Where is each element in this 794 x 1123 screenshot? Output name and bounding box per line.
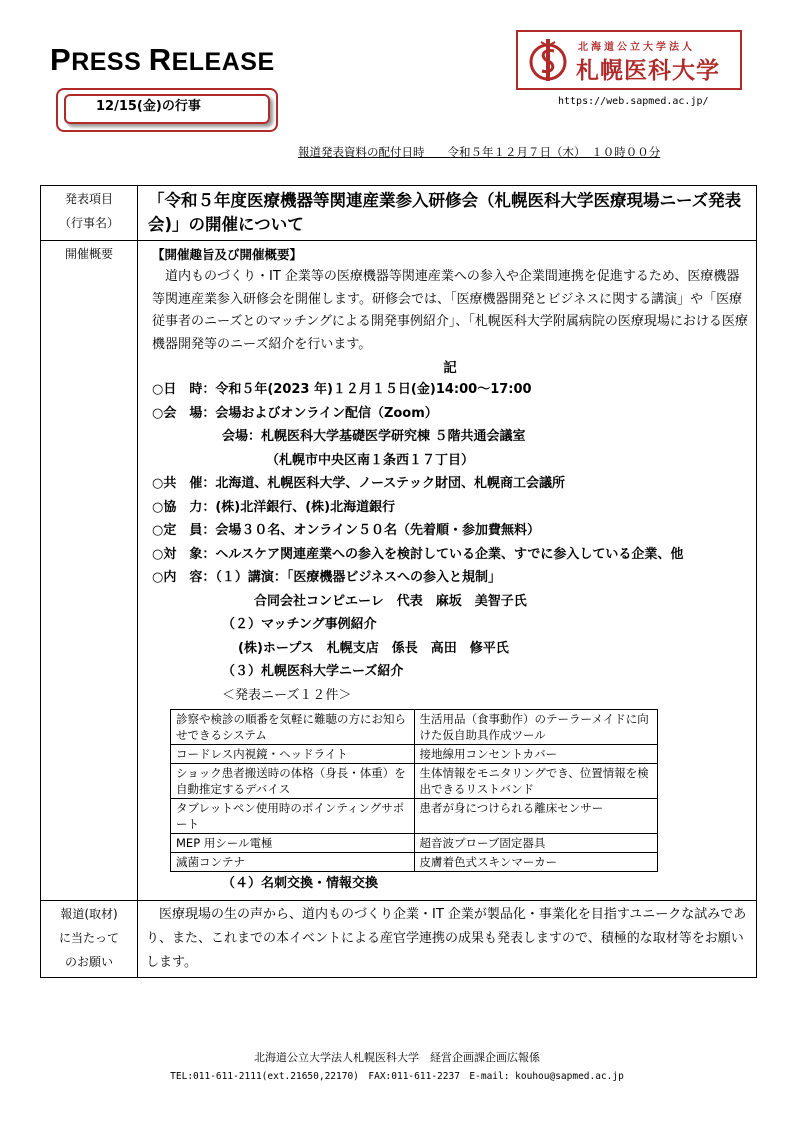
university-emblem-icon	[524, 36, 572, 84]
needs-table	[170, 709, 658, 872]
overview-row	[41, 241, 757, 901]
cooperation-line: ○協 力：(株)北洋銀行、(株)北海道銀行	[152, 499, 396, 515]
needs-cell: 接地線用コンセントカバー	[414, 745, 658, 764]
website-url[interactable]: https://web.sapmed.ac.jp/	[558, 96, 709, 107]
speaker-2: (株)ホープス 札幌支店 係長 高田 修平氏	[238, 640, 509, 656]
purpose-paragraph: 道内ものづくり・IT 企業等の医療機器等関連産業への参入や企業間連携を促進するため、医療機器等関連産業参入研修会を開催します。研修会では、「医療機器開発とビジネスに関する講演」や「医療従事者のニーズとのマッチングによる開発事例紹介」、「札幌医科大学附属病院の医療現場における医療機器開発等のニーズ紹介を行います。	[152, 269, 748, 352]
venue-line: ○会 場：会場およびオンライン配信（Zoom）	[152, 405, 438, 421]
logo-subtitle: 北海道公立大学法人	[578, 42, 695, 53]
press-release-table	[40, 185, 757, 978]
needs-cell: MEP 用シール電極	[171, 834, 415, 853]
event-date-badge	[56, 88, 278, 132]
press-release-title: PRESS RELEASE	[50, 42, 275, 77]
table-row	[171, 710, 658, 745]
needs-cell: ショック患者搬送時の体格（身長・体重）を自動推定するデバイス	[171, 764, 415, 799]
section-heading: 【開催趣旨及び開催概要】	[152, 247, 303, 262]
needs-cell: 生活用品（食事動作）のテーラーメイドに向けた仮自助具作成ツール	[414, 710, 658, 745]
request-row	[41, 900, 757, 977]
host-line: ○共 催：北海道、札幌医科大学、ノーステック財団、札幌商工会議所	[152, 476, 566, 491]
ki-heading: 記	[443, 360, 457, 376]
content-line-2: （２）マッチング事例紹介	[222, 617, 377, 632]
overview-content	[138, 241, 757, 901]
needs-cell: 生体情報をモニタリングでき、位置情報を検出できるリストバンド	[414, 764, 658, 799]
needs-cell: 滅菌コンテナ	[171, 853, 415, 872]
datetime-line: ○日 時：令和５年(2023 年)１２月１５日(金)14:00～17:00	[152, 382, 532, 397]
needs-cell: 超音波プローブ固定器具	[414, 834, 658, 853]
logo-name: 札幌医科大学	[576, 58, 720, 84]
item-row	[41, 186, 757, 241]
table-row	[171, 745, 658, 764]
needs-cell: 皮膚着色式スキンマーカー	[414, 853, 658, 872]
item-label: 発表項目 （行事名）	[41, 186, 138, 241]
overview-label: 開催概要	[41, 241, 138, 901]
event-title: 「令和５年度医療機器等関連産業参入研修会（札幌医科大学医療現場ニーズ発表会)」の開催について	[138, 186, 757, 241]
content-line-1: ○内 容：（１）講演：「医療機器ビジネスへの参入と規制」	[152, 570, 501, 585]
request-label: 報道(取材) に当たって のお願い	[41, 900, 138, 977]
needs-cell: 患者が身につけられる離床センサー	[414, 799, 658, 834]
table-row	[171, 799, 658, 834]
venue-detail: 会場：札幌医科大学基礎医学研究棟 ５階共通会議室	[222, 429, 526, 444]
speaker-1: 合同会社コンピエーレ 代表 麻坂 美智子氏	[254, 593, 527, 609]
table-row	[171, 764, 658, 799]
venue-address: （札幌市中央区南１条西１７丁目）	[266, 452, 475, 468]
needs-cell: タブレットペン使用時のポインティングサポート	[171, 799, 415, 834]
needs-cell: 診察や検診の順番を気軽に難聴の方にお知らせできるシステム	[171, 710, 415, 745]
needs-count: ＜発表ニーズ１２件＞	[222, 687, 352, 703]
footer-organization: 北海道公立大学法人札幌医科大学 経営企画課企画広報係	[254, 1051, 540, 1064]
content-line-4: （４）名刺交換・情報交換	[222, 876, 379, 891]
request-text: 医療現場の生の声から、道内ものづくり企業・IT 企業が製品化・事業化を目指すユニークな試みであり、また、これまでの本イベントによる産官学連携の成果も発表しますので、積極的な取材等をお願いします。	[138, 900, 757, 977]
table-row	[171, 853, 658, 872]
capacity-line: ○定 員：会場３０名、オンライン５０名（先着順・参加費無料）	[152, 523, 540, 538]
event-date-label: 12/15(金)の行事	[64, 94, 270, 124]
distribution-datetime: 報道発表資料の配付日時 令和５年１２月７日（木） １０時００分	[298, 145, 661, 159]
content-line-3: （３）札幌医科大学ニーズ紹介	[222, 664, 404, 679]
target-line: ○対 象：ヘルスケア関連産業への参入を検討している企業、すでに参入している企業、他	[152, 546, 684, 562]
needs-cell: コードレス内視鏡・ヘッドライト	[171, 745, 415, 764]
footer-contact: TEL:011-611-2111(ext.21650,22170) FAX:011-611-2237 E-mail: kouhou@sapmed.ac.jp	[170, 1071, 624, 1082]
table-row	[171, 834, 658, 853]
university-logo	[516, 30, 742, 90]
